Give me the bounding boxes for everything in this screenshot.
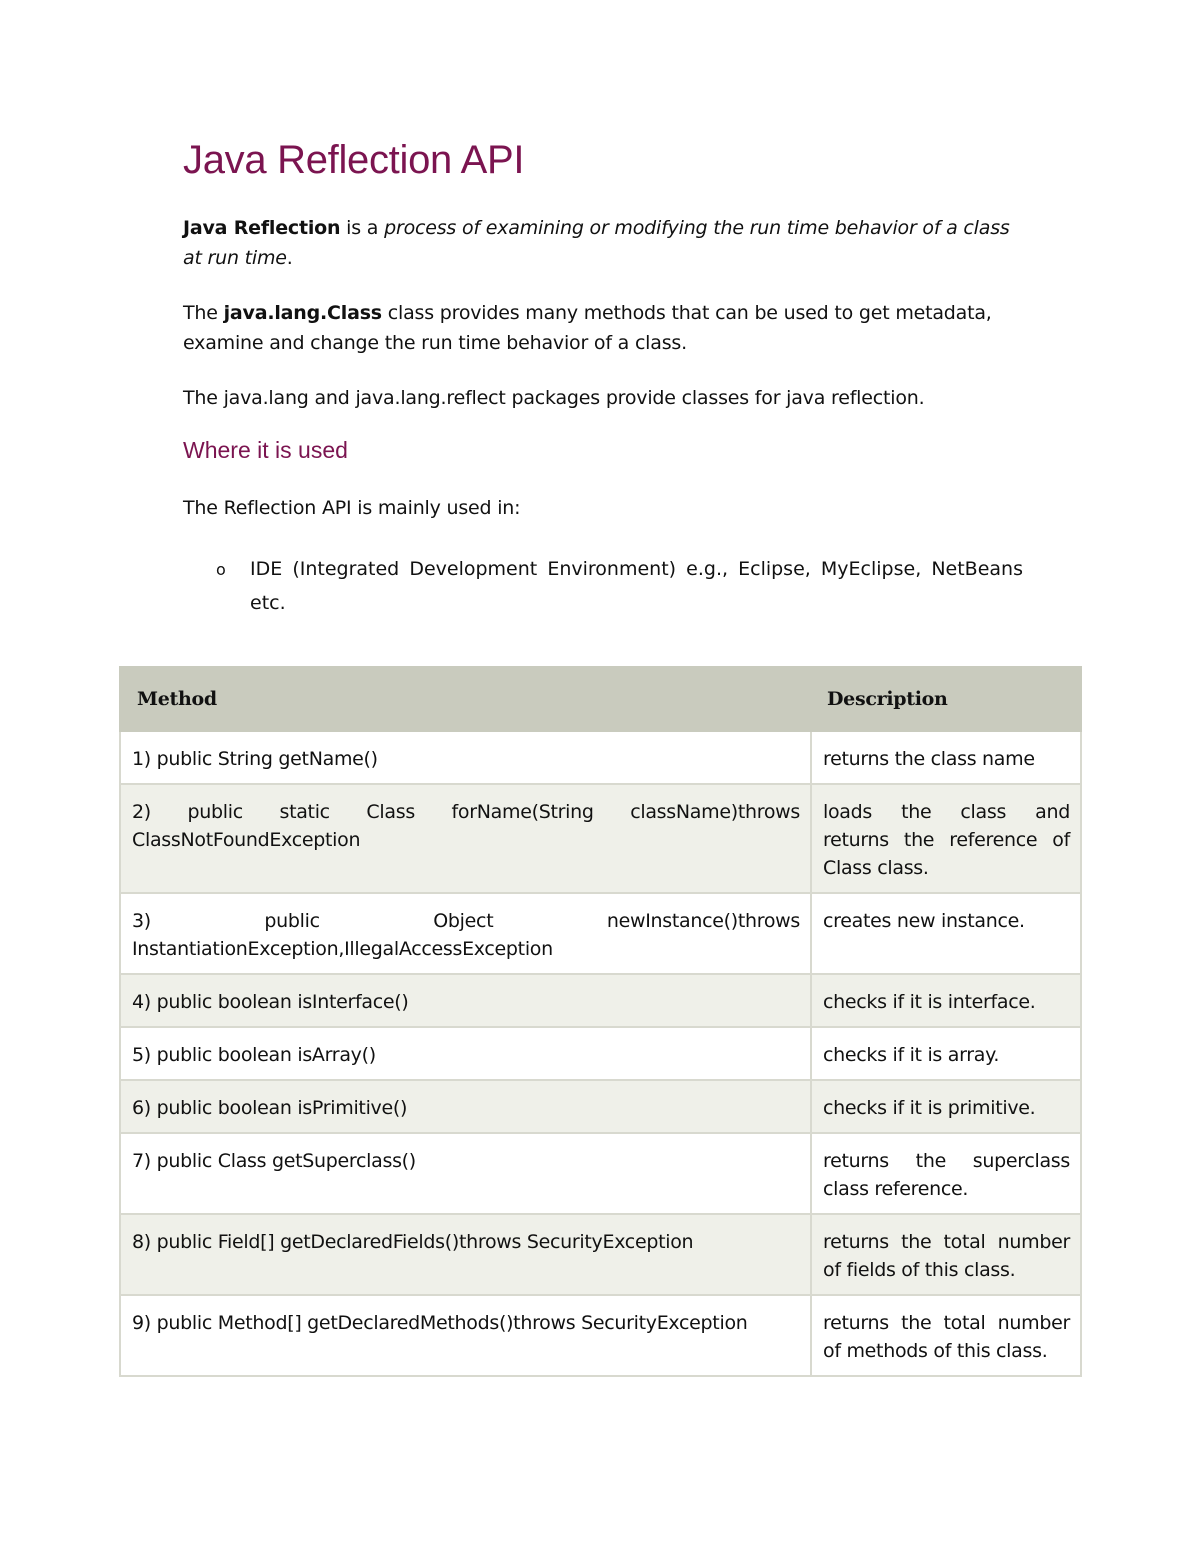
method-cell: 8) public Field[] getDeclaredFields()throws SecurityException [120,1214,811,1295]
method-cell: 9) public Method[] getDeclaredMethods()throws SecurityException [120,1295,811,1376]
list-item [183,552,1023,620]
description-cell: returns the total number of fields of this class. [811,1214,1081,1295]
method-cell: 2) public static Class forName(String className)throws ClassNotFoundException [120,784,811,893]
definition-paragraph [183,213,1023,273]
definition-end: . [286,247,293,269]
description-cell: checks if it is interface. [811,974,1081,1027]
description-cell: returns the superclass class reference. [811,1133,1081,1214]
usage-list [183,552,1023,620]
description-cell: loads the class and returns the reference of Class class. [811,784,1081,893]
list-item-text: IDE (Integrated Development Environment) e.g., Eclipse, MyEclipse, NetBeans etc. [250,558,1023,614]
description-cell: returns the total number of methods of this class. [811,1295,1081,1376]
description-cell: returns the class name [811,731,1081,784]
method-cell: 4) public boolean isInterface() [120,974,811,1027]
method-cell: 7) public Class getSuperclass() [120,1133,811,1214]
table-row [120,1214,1081,1295]
table-row [120,1295,1081,1376]
method-cell: 1) public String getName() [120,731,811,784]
class-suffix: class provides many methods that can be used to get metadata, examine and change the run time behavior of a class. [183,302,992,354]
table-row [120,784,1081,893]
where-used-heading: Where it is used [183,437,348,463]
description-cell: checks if it is primitive. [811,1080,1081,1133]
method-cell: 3) public Object newInstance()throws InstantiationException,IllegalAccessException [120,893,811,974]
header-method: Method [120,667,811,731]
table-row [120,731,1081,784]
table-row [120,974,1081,1027]
bullet-circle-icon: o [216,560,226,579]
table-row [120,1080,1081,1133]
methods-table [119,666,1082,1377]
table-header-row [120,667,1081,731]
definition-term: Java Reflection [183,217,341,239]
where-used-intro: The Reflection API is mainly used in: [183,497,521,519]
definition-text: process of examining or modifying the run time behavior of a class at run time [183,217,1010,269]
header-description: Description [811,667,1081,731]
description-cell: creates new instance. [811,893,1081,974]
class-name: java.lang.Class [223,302,382,324]
table-row [120,1133,1081,1214]
method-cell: 6) public boolean isPrimitive() [120,1080,811,1133]
class-paragraph [183,298,1023,358]
class-prefix: The [183,302,224,324]
packages-paragraph: The java.lang and java.lang.reflect packages provide classes for java reflection. [183,387,925,409]
table-row [120,1027,1081,1080]
page-title: Java Reflection API [183,138,525,182]
definition-connector: is a [340,217,385,239]
description-cell: checks if it is array. [811,1027,1081,1080]
table-row [120,893,1081,974]
method-cell: 5) public boolean isArray() [120,1027,811,1080]
